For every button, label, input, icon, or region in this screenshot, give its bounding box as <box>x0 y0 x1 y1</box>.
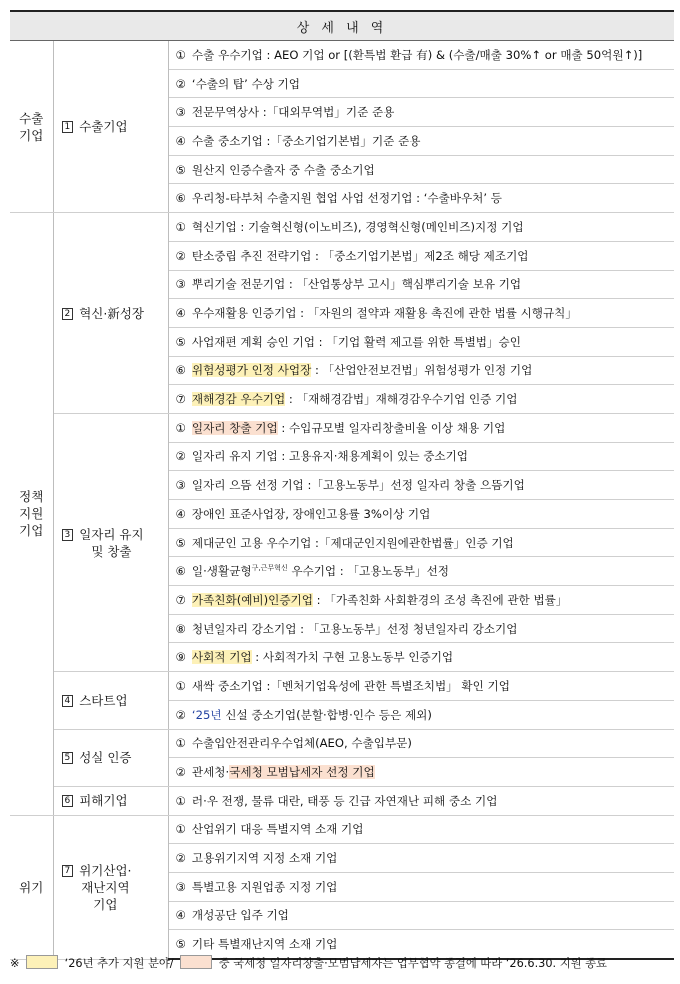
item-text: 일자리 으뜸 선정 기업 :「고용노동부」선정 일자리 창출 으뜸기업 <box>191 478 525 493</box>
item-text: 장애인 표준사업장, 장애인고용률 3%이상 기업 <box>191 506 431 521</box>
legend-orange-swatch <box>180 955 212 969</box>
item-text: 탄소중립 추진 전략기업 : 「중소기업기본법」제2조 해당 제조기업 <box>191 248 529 263</box>
item-number: ① <box>175 736 186 751</box>
group-label-text: 스타트업 <box>79 692 128 708</box>
table-row <box>10 41 674 70</box>
list-item <box>168 729 674 758</box>
item-text: 원산지 인증수출자 중 수출 중소기업 <box>191 162 375 177</box>
item-number: ③ <box>175 277 186 292</box>
item-number: ⑨ <box>175 650 186 665</box>
table-row <box>10 729 674 758</box>
list-item <box>168 41 674 70</box>
footnote-text-2: 중 국세청 일자리창출·모범납세자는 업무협약 종결에 따라 ‘26.6.30. 지원 종료 <box>218 957 607 970</box>
highlighted-text: 재해경감 우수기업 <box>191 392 286 407</box>
item-text: : 수입규모별 일자리창출비율 이상 채용 기업 <box>277 420 506 435</box>
list-item <box>168 528 674 557</box>
item-number: ④ <box>175 133 186 148</box>
item-text: 산업위기 대응 특별지역 소재 기업 <box>191 822 364 837</box>
item-number: ③ <box>175 879 186 894</box>
list-item <box>168 586 674 615</box>
list-item <box>168 672 674 701</box>
list-item <box>168 786 674 815</box>
item-text: 사업재편 계획 승인 기업 : 「기업 활력 제고를 위한 특별법」승인 <box>191 334 521 349</box>
list-item <box>168 98 674 127</box>
group-number-badge: 1 <box>62 121 74 133</box>
group-label <box>53 672 168 729</box>
detail-table-container <box>10 10 674 960</box>
list-item <box>168 213 674 242</box>
list-item <box>168 471 674 500</box>
item-text: 특별고용 지원업종 지정 기업 <box>191 879 338 894</box>
group-number-badge: 6 <box>62 795 74 807</box>
item-text: 제대군인 고용 우수기업 :「제대군인지원에관한법률」인증 기업 <box>191 535 514 550</box>
item-text: 전문무역상사 :「대외무역법」기준 준용 <box>191 105 395 120</box>
list-item <box>168 127 674 156</box>
item-number: ④ <box>175 306 186 321</box>
item-number: ⑥ <box>175 191 186 206</box>
item-text: 고용위기지역 지정 소재 기업 <box>191 851 338 866</box>
item-text: 혁신기업 : 기술혁신형(이노비즈), 경영혁신형(메인비즈)지정 기업 <box>191 219 524 234</box>
item-text: : 「산업안전보건법」위험성평가 인정 기업 <box>311 363 533 378</box>
item-number: ④ <box>175 506 186 521</box>
item-text: 수출입안전관리우수업체(AEO, 수출입부문) <box>191 736 412 751</box>
list-item <box>168 270 674 299</box>
highlighted-text: 사회적 기업 <box>191 650 252 665</box>
item-number: ⑤ <box>175 162 186 177</box>
item-text: 우수기업 : 「고용노동부」선정 <box>287 564 449 579</box>
item-number: ① <box>175 420 186 435</box>
superscript-text: 구,근무혁신 <box>251 564 288 573</box>
highlighted-text: 일자리 창출 기업 <box>191 420 278 435</box>
group-label-text: 일자리 유지 및 창출 <box>79 526 144 559</box>
item-number: ⑤ <box>175 937 186 952</box>
table-row <box>10 815 674 844</box>
list-item <box>168 413 674 442</box>
group-label <box>53 41 168 213</box>
highlighted-text: 가족친화(예비)인증기업 <box>191 592 313 607</box>
item-number: ④ <box>175 908 186 923</box>
item-number: ⑤ <box>175 535 186 550</box>
list-item <box>168 815 674 844</box>
list-item <box>168 184 674 213</box>
group-label-text: 혁신·新성장 <box>79 305 145 321</box>
table-header: 상 세 내 역 <box>10 11 674 41</box>
item-number: ⑦ <box>175 592 186 607</box>
list-item <box>168 155 674 184</box>
group-number-badge: 3 <box>62 529 74 541</box>
item-text: 수출 우수기업 : AEO 기업 or [(환특법 환급 有) & (수출/매출 30%↑ or 매출 50억원↑)] <box>191 47 643 62</box>
item-text: 뿌리기술 전문기업 : 「산업통상부 고시」핵심뿌리기술 보유 기업 <box>191 277 522 292</box>
footnote-text-1: ‘26년 추가 지원 분야/ <box>64 957 174 970</box>
list-item <box>168 614 674 643</box>
group-label <box>53 729 168 786</box>
group-number-badge: 7 <box>62 865 74 877</box>
highlighted-text: 국세청 모범납세자 선정 기업 <box>229 765 375 780</box>
item-text: : 사회적가치 구현 고용노동부 인증기업 <box>251 650 454 665</box>
item-text: 새싹 중소기업 :「벤처기업육성에 관한 특별조치법」 확인 기업 <box>191 678 510 693</box>
item-number: ② <box>175 851 186 866</box>
item-number: ⑥ <box>175 564 186 579</box>
item-number: ⑦ <box>175 392 186 407</box>
item-text: ‘수출의 탑’ 수상 기업 <box>191 76 300 91</box>
item-text: 일자리 유지 기업 : 고용유지·채용계획이 있는 중소기업 <box>191 449 469 464</box>
item-number: ② <box>175 248 186 263</box>
item-text: 일·생활균형 <box>191 564 252 579</box>
highlighted-text: 위험성평가 인정 사업장 <box>191 363 312 378</box>
item-text: 개성공단 입주 기업 <box>191 908 289 923</box>
group-label-text: 위기산업· 재난지역 기업 <box>79 862 132 912</box>
item-text: 기타 특별재난지역 소재 기업 <box>191 937 338 952</box>
list-item <box>168 241 674 270</box>
group-number-badge: 5 <box>62 752 74 764</box>
group-number-badge: 2 <box>62 308 74 320</box>
item-number: ② <box>175 765 186 780</box>
item-number: ① <box>175 793 186 808</box>
category-export: 수출 기업 <box>10 41 53 213</box>
item-text: ‘25년 <box>191 707 222 722</box>
category-policy: 정책 지원 기업 <box>10 213 53 815</box>
item-text: 관세청· <box>191 765 230 780</box>
item-number: ① <box>175 219 186 234</box>
table-row <box>10 413 674 442</box>
item-text: 수출 중소기업 :「중소기업기본법」기준 준용 <box>191 133 421 148</box>
list-item <box>168 327 674 356</box>
item-number: ① <box>175 678 186 693</box>
table-row <box>10 213 674 242</box>
item-text: 청년일자리 강소기업 : 「고용노동부」선정 청년일자리 강소기업 <box>191 621 518 636</box>
list-item <box>168 500 674 529</box>
group-label-text: 성실 인증 <box>79 750 132 766</box>
item-number: ② <box>175 76 186 91</box>
item-number: ③ <box>175 105 186 120</box>
footnote-mark: ※ <box>10 957 20 970</box>
item-text: 신설 중소기업(분할·합병·인수 등은 제외) <box>221 707 432 722</box>
detail-table <box>10 10 674 960</box>
item-number: ⑤ <box>175 334 186 349</box>
list-item <box>168 758 674 787</box>
list-item <box>168 844 674 873</box>
group-label <box>53 413 168 671</box>
list-item <box>168 69 674 98</box>
item-number: ① <box>175 47 186 62</box>
list-item <box>168 643 674 672</box>
item-number: ⑥ <box>175 363 186 378</box>
item-number: ② <box>175 707 186 722</box>
list-item <box>168 557 674 586</box>
group-label <box>53 815 168 959</box>
group-label-text: 피해기업 <box>79 793 128 809</box>
footnote <box>10 953 674 975</box>
item-number: ② <box>175 449 186 464</box>
item-text: : 「가족친화 사회환경의 조성 촉진에 관한 법률」 <box>312 592 568 607</box>
list-item <box>168 385 674 414</box>
item-number: ① <box>175 822 186 837</box>
item-number: ⑧ <box>175 621 186 636</box>
category-crisis: 위기 <box>10 815 53 959</box>
group-label-text: 수출기업 <box>79 119 128 135</box>
list-item <box>168 872 674 901</box>
item-text: 우리청-타부처 수출지원 협업 사업 선정기업 : ‘수출바우처’ 등 <box>191 191 502 206</box>
group-label <box>53 213 168 414</box>
list-item <box>168 901 674 930</box>
item-text: : 「재해경감법」재해경감우수기업 인증 기업 <box>285 392 518 407</box>
item-text: 우수재활용 인증기업 : 「자원의 절약과 재활용 촉진에 관한 법률 시행규칙」 <box>191 306 577 321</box>
table-row <box>10 786 674 815</box>
table-row <box>10 672 674 701</box>
table-body <box>10 41 674 960</box>
list-item <box>168 299 674 328</box>
group-number-badge: 4 <box>62 695 74 707</box>
item-number: ③ <box>175 478 186 493</box>
item-text: 러·우 전쟁, 물류 대란, 태풍 등 긴급 자연재난 피해 중소 기업 <box>191 793 498 808</box>
list-item <box>168 356 674 385</box>
list-item <box>168 700 674 729</box>
group-label <box>53 786 168 815</box>
list-item <box>168 442 674 471</box>
legend-yellow-swatch <box>26 955 58 969</box>
